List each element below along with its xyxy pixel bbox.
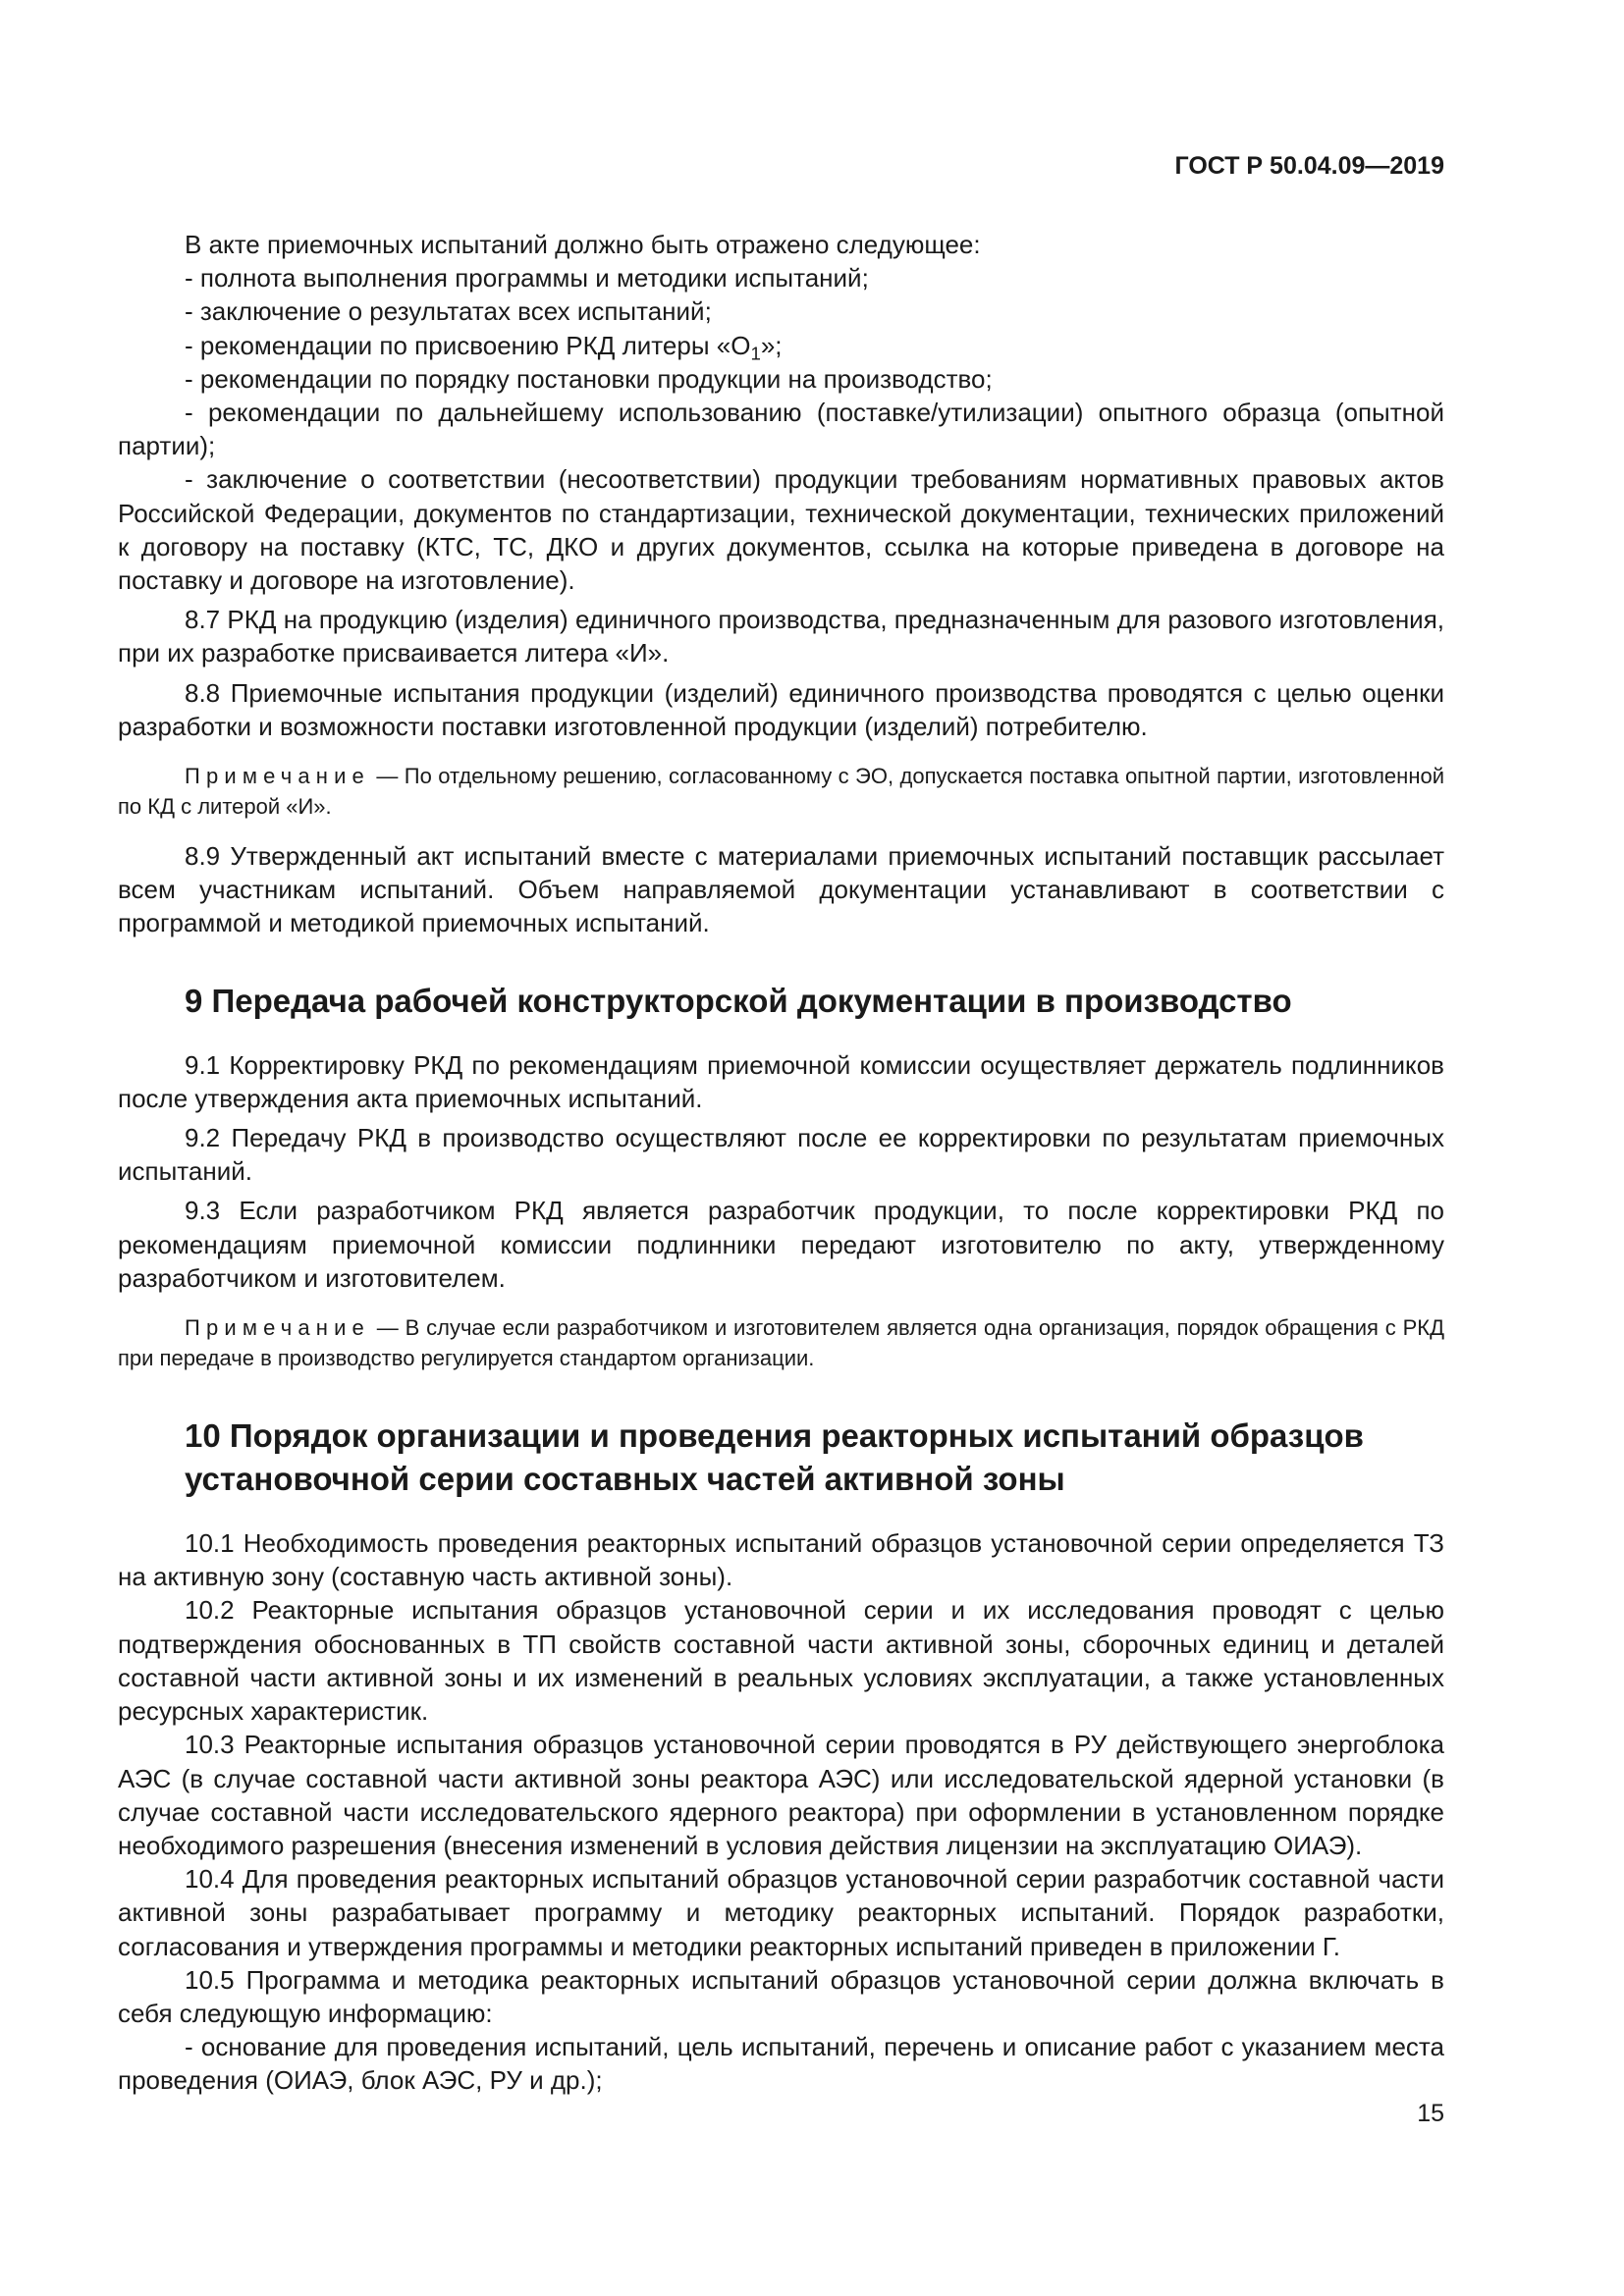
clause-10-5: 10.5 Программа и методика реакторных испытаний образцов установочной серии должна включать в себя следующую информацию: <box>118 1964 1444 2028</box>
section-10-title: 10 Порядок организации и проведения реакторных испытаний образцов установочной серии составных частей активной зоны <box>185 1417 1364 1498</box>
clause-8-7: 8.7 РКД на продукцию (изделия) единичного производства, предназначенным для разового изготовления, при их разработке присваивается литера «И». <box>118 605 1444 668</box>
o1-subscript: 1 <box>750 343 761 364</box>
list-item: - рекомендации по дальнейшему использованию (поставке/утилизации) опытного образца (опытной партии); <box>118 398 1444 461</box>
o1-prefix: - рекомендации по присвоению РКД литеры «О <box>185 330 751 360</box>
note-label: Примечание <box>185 1315 370 1341</box>
clause-10-1: 10.1 Необходимость проведения реакторных испытаний образцов установочной серии определяется ТЗ на активную зону (составную часть активной зоны). <box>118 1528 1444 1592</box>
page-body <box>118 228 1444 2098</box>
note-9 <box>118 1312 1444 1373</box>
list-item: - основание для проведения испытаний, цель испытаний, перечень и описание работ с указанием места проведения (ОИАЭ, блок АЭС, РУ и др.); <box>118 2032 1444 2096</box>
clause-9-2: 9.2 Передачу РКД в производство осуществляют после ее корректировки по результатам приемочных испытаний. <box>118 1123 1444 1187</box>
clause-9-3: 9.3 Если разработчиком РКД является разработчик продукции, то после корректировки РКД по рекомендациям приемочной комиссии подлинники передают изготовителю по акту, утвержденному разработчиком и изготовителем. <box>118 1196 1444 1293</box>
page-number: 15 <box>1417 2100 1444 2127</box>
list-item: - заключение о соответствии (несоответствии) продукции требованиям нормативных правовых актов Российской Федерации, документов по стандартизации, технической документации, технических приложений к договору на поставку (КТС, ТС, ДКО и других документов, ссылка на которые приведена в договоре на поставку и договоре на изготовление). <box>118 464 1444 596</box>
clause-8-9: 8.9 Утвержденный акт испытаний вместе с материалами приемочных испытаний поставщик рассылает всем участникам испытаний. Объем направляемой документации устанавливают в соответствии с программой и методикой приемочных испытаний. <box>118 841 1444 938</box>
acceptance-act-intro: В акте приемочных испытаний должно быть отражено следующее: <box>185 230 981 259</box>
list-item: - полнота выполнения программы и методики испытаний; <box>185 263 869 294</box>
section-9-title: 9 Передача рабочей конструкторской документации в производство <box>185 982 1292 1019</box>
note-8 <box>118 761 1444 822</box>
note-text: — По отдельному решению, согласованному с ЭО, допускается поставка опытной партии, изготовленной по КД с литерой «И». <box>118 764 1444 820</box>
standard-code-header: ГОСТ Р 50.04.09—2019 <box>1174 152 1444 180</box>
clause-10-4: 10.4 Для проведения реакторных испытаний образцов установочной серии разработчик составной части активной зоны разрабатывает программу и методику реакторных испытаний. Порядок разработки, согласования и утверждения программы и методики реакторных испытаний приведен в приложении Г. <box>118 1864 1444 1961</box>
note-text: — В случае если разработчиком и изготовителем является одна организация, порядок обращения с РКД при передаче в производство регулируется стандартом организации. <box>118 1315 1444 1371</box>
clause-10-3: 10.3 Реакторные испытания образцов установочной серии проводятся в РУ действующего энергоблока АЭС (в случае составной части активной зоны реактора АЭС) или исследовательской ядерной установки (в случае составной части исследовательского ядерного реактора) при оформлении в установленном порядке необходимого разрешения (внесения изменений в условия действия лицензии на эксплуатацию ОИАЭ). <box>118 1730 1444 1860</box>
list-item: - заключение о результатах всех испытаний; <box>185 296 712 327</box>
note-label: Примечание <box>185 764 370 789</box>
clause-10-2: 10.2 Реакторные испытания образцов установочной серии и их исследования проводят с целью подтверждения обоснованных в ТП свойств составной части активной зоны, сборочных единиц и деталей составной части активной зоны и их изменений в реальных условиях эксплуатации, а также установленных ресурсных характеристик. <box>118 1595 1444 1727</box>
clause-8-8: 8.8 Приемочные испытания продукции (изделий) единичного производства проводятся с целью оценки разработки и возможности поставки изготовленной продукции (изделий) потребителю. <box>118 677 1444 741</box>
clause-9-1: 9.1 Корректировку РКД по рекомендациям приемочной комиссии осуществляет держатель подлинников после утверждения акта приемочных испытаний. <box>118 1049 1444 1113</box>
o1-suffix: »; <box>760 330 783 360</box>
list-item: - рекомендации по порядку постановки продукции на производство; <box>185 363 993 394</box>
list-item-o1-literal <box>118 329 1444 362</box>
